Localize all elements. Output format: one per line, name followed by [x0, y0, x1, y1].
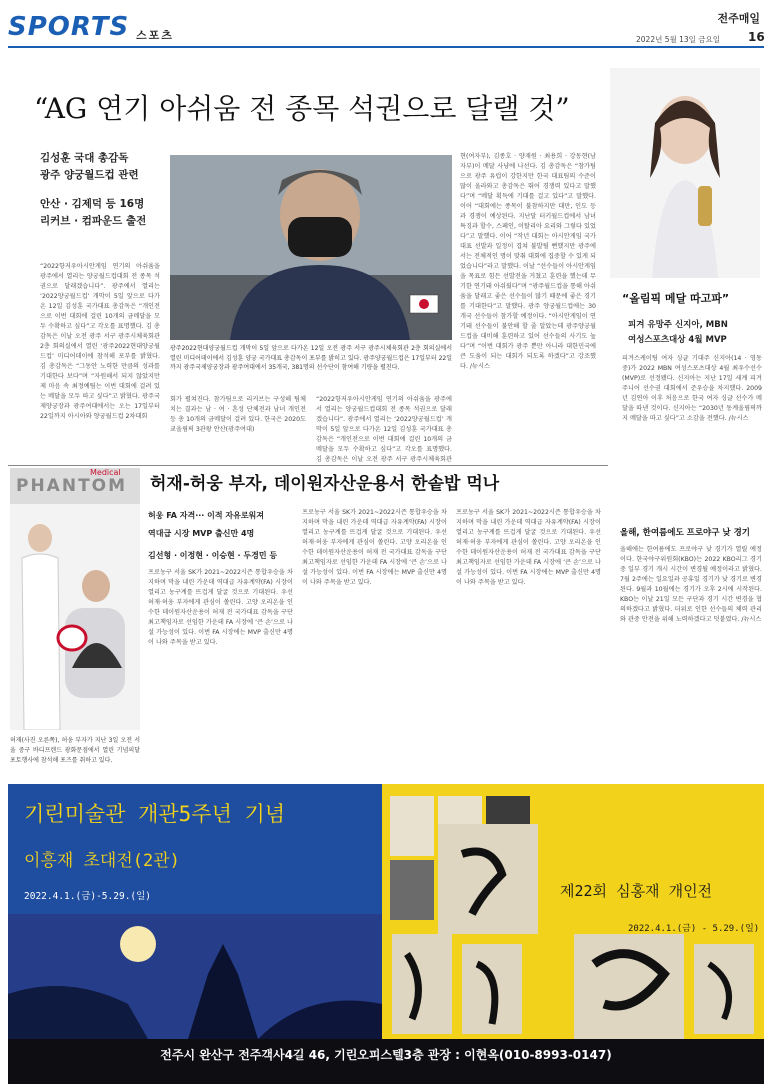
section-title-ko: 스포츠: [136, 29, 174, 42]
article3-photo-caption: 허재(사진 오른쪽), 허웅 부자가 지난 3일 오전 서울 중구 바디프랜드 광화문점에서 열린 기념의달 포토행사에 참석해 포즈를 취하고 있다.: [10, 737, 140, 764]
gallery-ad-right-dates: 2022.4.1.(금) - 5.29.(일): [628, 924, 760, 934]
article1-col3: 회가 펼쳐진다. 참가팀으로 리커브는 구성해 팀체치는 결과는 남 · 여 · 혼성 단체전과 남녀 개인전 등 총 10개의 금메달이 걸려 있다. 한국은 2020도쿄올림픽 3관왕 안산(광주여대): [170, 396, 306, 433]
article3-col3: 프로농구 서울 SK가 2021~2022시즌 통합우승을 차지하며 막을 내린 가운데 역대급 자유계약(FA) 시장이 열리고 농구계를 뜨겁게 달굴 것으로 기대된다. 우선 허재·허웅 부자에게 관심이 쏠린다. 고양 오리온을 인수한 데이원자산운용이 허재 전 국가대표 감독을 구단 최고책임자로 선임한 가운데 FA 시장에 ‘큰 손’으로 나설 가능성이 있다. 이번 FA 시장에는 MVP 출신만 4명이 나와 주목을 받고 있다.: [456, 509, 601, 586]
gallery-ad-footer: 전주시 완산구 전주객사4길 46, 기린오피스텔3층 관장 : 이현옥(010-8993-0147): [160, 1048, 612, 1062]
article3-sub2: 역대급 시장 MVP 출신만 4명: [148, 529, 255, 538]
article1-headline: “AG 연기 아쉬움 전 종목 석권으로 달랠 것”: [34, 92, 570, 125]
gallery-ad-left-exhibit: 이흥재 초대전(2관): [24, 851, 180, 871]
masthead: [0, 0, 770, 48]
calligraphy-artworks-right: [574, 934, 764, 1039]
article1-col4: “2022항저우아시안게임 연기의 아쉬움을 광주에서 열리는 양궁월드컵대회 전 종목 석권으로 달래겠습니다”. 광주에서 열리는 ‘2022양궁월드컵’ 개막이 5일 앞으로 다가온 12일 김성훈 국가대표 총감독은 “개인전으로 이번 대회에 걸린 10개의 금메달을 모두 수확하고 싶다”고 각오를 표명했다. 김 총감독은 이날 오전 광주 서구 광주시체육회관: [316, 396, 452, 463]
skater-photo: [610, 68, 760, 278]
article1-sub3: 안산 · 김제덕 등 16명: [40, 198, 145, 210]
article1-subheads: [40, 150, 170, 230]
article1-sub1: 김성훈 국대 총감독: [40, 152, 129, 164]
article1-photo: [170, 155, 452, 340]
gallery-ad-left-dates: 2022.4.1.(금)-5.29.(일): [24, 891, 152, 902]
article1-photo-caption: 광주2022현대양궁월드컵 개막이 5일 앞으로 다가온 12일 오전 광주 서구 광주시체육회관 2층 회의실에서 열린 미디어데이에서 김성훈 양궁 국가대표 총감독이 포부를 밝히고 있다. 광주양궁월드컵은 17일부터 22일까지 광주국제양궁장과 광주여대에서 35개국, 381명의 선수단이 참여해 기량을 펼친다.: [170, 345, 452, 371]
painting-night-landscape: [8, 914, 382, 1039]
article4-body: 올해에는 한여름에도 프로야구 낮 경기가 열릴 예정이다. 한국야구위원회(KBO)는 2022 KBO리그 경기 중 일부 경기 개시 시간이 변경될 예정이라고 밝혔다. 7월 2주에는 일요일과 공휴일 경기가 낮 경기로 변경된다. 9월과 10월에는 경기가 오후 2시에 시작된다. KBO는 이날 21일 모든 구단과 경기 시간 변경을 협의하겠다고 밝혔다. 더위로 인한 선수들의 체력 관리와 관중 안전을 위해 노력하겠다고 덧붙였다. /뉴시스: [620, 546, 762, 623]
phantom-ad-illustration: [10, 468, 140, 730]
article3-headline: 허재-허웅 부자, 데이원자산운용서 한솥밥 먹나: [150, 474, 500, 494]
article2-sub2: 여성스포츠대상 4월 MVP: [628, 335, 727, 345]
calligraphy-artworks-left: [382, 784, 562, 1039]
article4-headline: 올해, 한여름에도 프로야구 낮 경기: [620, 528, 751, 538]
article2-quote: “올림픽 메달 따고파”: [622, 292, 730, 305]
article3-sub1: 허웅 FA 자격··· 이적 자유로워져: [148, 511, 265, 520]
article3-sub3: 김선형 · 이정현 · 이승현 · 두경민 등: [148, 551, 278, 560]
article2-sub1: 피겨 유망주 신지아, MBN: [628, 320, 728, 330]
phantom-ad-photo: [10, 468, 140, 730]
gallery-ad-right-exhibit: 제22회 심홍재 개인전: [560, 882, 713, 900]
issue-date: 2022년 5월 13일 금요일: [636, 35, 721, 44]
gallery-ad-title: 기린미술관 개관5주년 기념: [24, 802, 286, 826]
article2-body: 피겨스케이팅 여자 싱글 기대주 신지아(14 · 영동중)가 2022 MBN 여성스포츠대상 4월 최우수선수(MVP)로 선정됐다. 신지아는 지난 17일 세계 피겨 주니어 선수권 대회에서 준우승을 차지했다. 2009년 김연아 이후 처음으로 한국 여자 싱글 선수가 메달을 따낸 것이다. 신지아는 “2030년 동계올림픽까지 메달을 따고 싶다”고 소감을 전했다. /뉴시스: [622, 355, 762, 422]
coach-photo-illustration: [170, 155, 452, 340]
article1-col5: 현(여자부), 김종호 · 양재원 · 최용희 · 강동현(남자부)이 메달 사냥에 나선다. 김 총감독은 “참가팀으로 광주 유럽이 강한지만 한국 대표팀의 수준이 많이 올라와고 총감독은 뛰어 경쟁력 있다고 말했다”며 “메달 획득에 기대를 걸고 있다”고 말했다. 이어 “대회에는 종목이 불참하지만 대만, 인도 등과 경쟁이 예상된다. 지난달 터키월드컵에서 남녀 특징과 할수, 스페인, 이탈리아 요리와 그렇다 있었다”고 말했다. 이어 “작년 대회는 아시안게임 국가대표 선발과 일정이 겹쳐 불발될 뻔했지만 광주에서는 전체적인 명이 맞춰 대회에 집중할 수 있게 되었습니다”라고 말했다. 이날 “선수들이 아시안게임을 목표로 힘든 선발전을 거쳤고 훈련을 했는데 무기한 연기돼 아쉬웠다”며 “광주월드컵을 통해 아쉬움을 달래고 좋은 선수들이 많기 때문에 좋은 경기를 기대한다”고 말했다. 광주 양궁월드컵에는 30개국 선수들이 참가할 예정이다. “아시안게임이 연기돼 선수들이 불안해 할 줄 알았는데 광주양궁월드컵을 대비해 훈련하고 있어 선수들의 사기도 높다”며 “이번 대회가 광주 뿐만 아니라 대한민국에 큰 도움이 되는 대회가 되도록 하겠다”고 강조했다. /뉴시스: [460, 153, 596, 370]
page-number: 16: [748, 30, 765, 44]
section-rule: [8, 465, 608, 466]
article1-col1: “2022항저우아시안게임 연기의 아쉬움을 광주에서 열리는 양궁월드컵대회 전 종목 석권으로 달래겠습니다”. 광주에서 열리는 ‘2022양궁월드컵’ 개막이 5일 앞으로 다가온 12일 김성훈 국가대표 총감독은 “개인전으로 이번 대회에 걸린 10개의 금메달을 모두 수확하고 싶다”고 각오를 표명했다. 김 총감독은 이날 오전 광주 서구 광주시체육회관 2층 회의실에서 열린 ‘광주2022현대양궁월드컵’ 미디어데이에 참석해 포부를 밝혔다. 김 총감독은 “그동안 노력한 만큼의 성과를 기대한다 보다”며 “자원해서 되지 않았지만 제 마음 속 최정예팀는 이번 대회에 걸려 있는 메달을 모두 따고 싶다”고 밝혔다. 광주국제양궁장과 광주여대에서는 오는 17일부터 22일까지 아시아와 양궁월드컵 2차대회: [40, 263, 160, 420]
article1-sub4: 리커브 · 컴파운드 출전: [40, 215, 147, 227]
article3-subheads: [148, 507, 298, 565]
phantom-ad-tag: Medical: [90, 468, 121, 477]
masthead-rule: [8, 46, 764, 48]
article3-col1: 프로농구 서울 SK가 2021~2022시즌 통합우승을 차지하며 막을 내린 가운데 역대급 자유계약(FA) 시장이 열리고 농구계를 뜨겁게 달굴 것으로 기대된다. 우선 허재·허웅 부자에게 관심이 쏠린다. 고양 오리온을 인수한 데이원자산운용이 허재 전 국가대표 감독을 구단 최고책임자로 선임한 가운데 FA 시장에 ‘큰 손’으로 나설 가능성이 있다. 이번 FA 시장에는 MVP 출신만 4명이 나와 주목을 받고 있다.: [148, 569, 293, 646]
phantom-ad-brand: PHANTOM: [16, 476, 128, 496]
section-title-en: SPORTS: [8, 12, 130, 42]
gallery-ad: [8, 784, 764, 1084]
article1-sub2: 광주 양궁월드컵 관련: [40, 169, 139, 181]
article3-col2: 프로농구 서울 SK가 2021~2022시즌 통합우승을 차지하며 막을 내린 가운데 역대급 자유계약(FA) 시장이 열리고 농구계를 뜨겁게 달굴 것으로 기대된다. 우선 허재·허웅 부자에게 관심이 쏠린다. 고양 오리온을 인수한 데이원자산운용이 허재 전 국가대표 감독을 구단 최고책임자로 선임한 가운데 FA 시장에 ‘큰 손’으로 나설 가능성이 있다. 이번 FA 시장에는 MVP 출신만 4명이 나와 주목을 받고 있다.: [302, 509, 447, 586]
skater-photo-illustration: [610, 68, 760, 278]
paper-name: 전주매일: [717, 12, 760, 25]
